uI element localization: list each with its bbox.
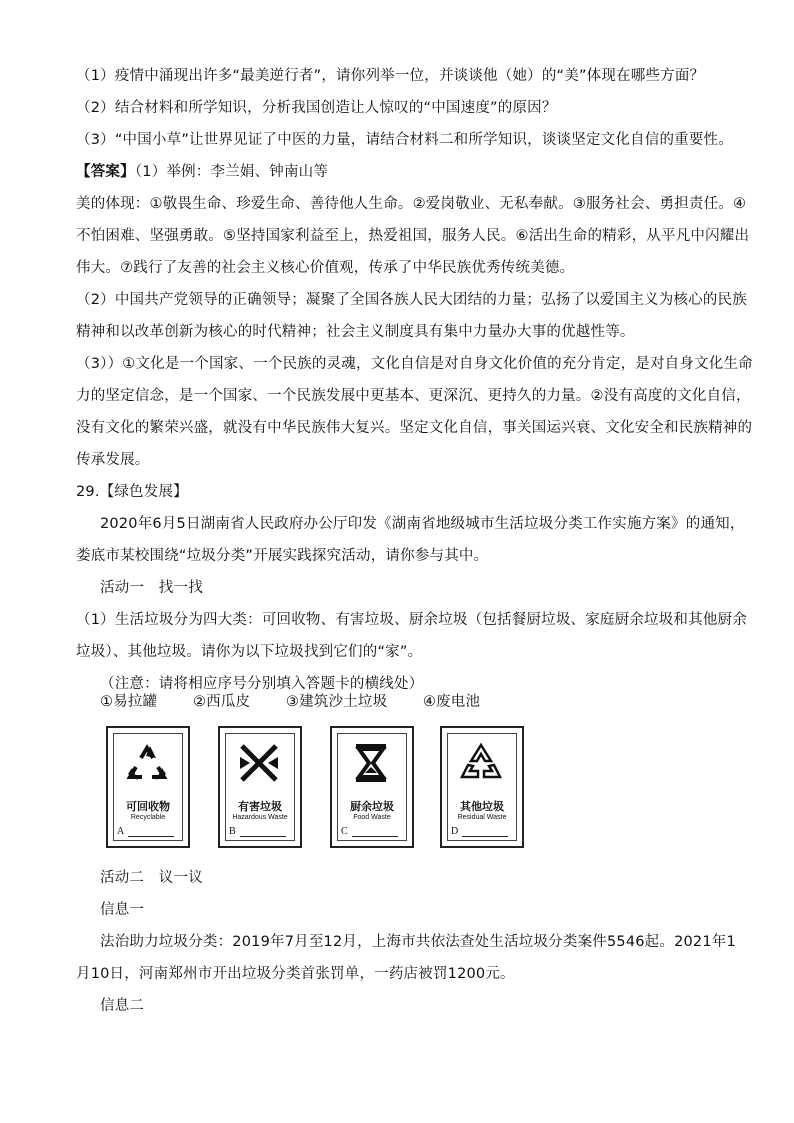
bin-label: 可回收物 [126, 800, 170, 813]
answer-first-line [76, 162, 736, 182]
bin-english-label: Residual Waste [457, 814, 507, 821]
answer-blank [128, 836, 174, 837]
bin-recyclable [106, 726, 190, 848]
answer-3-line: （3））①文化是一个国家、一个民族的灵魂，文化自信是对自身文化价值的充分肯定，是对自身文化生命 [76, 356, 753, 372]
answer-2-line: （2）中国共产党领导的正确领导；凝聚了全国各族人民大团结的力量；弘扬了以爱国主义为核心的民族 [76, 292, 747, 308]
hazard-cross-icon [236, 740, 282, 786]
info-1-line: 法治助力垃圾分类：2019年7月至12月，上海市共依法查处生活垃圾分类案件5546起。2021年1 [100, 934, 736, 950]
activity-1-heading: 活动一 找一找 [100, 580, 203, 596]
answer-blank [352, 836, 398, 837]
activity-1-question-line: （1）生活垃圾分为四大类：可回收物、有害垃圾、厨余垃圾（包括餐厨垃圾、家庭厨余垃圾和其他厨余 [76, 612, 747, 628]
item-construction-waste: ③建筑沙土垃圾 [285, 694, 388, 710]
items-row [100, 692, 500, 712]
bin-english-label: Food Waste [353, 814, 391, 821]
q29-intro-line: 娄底市某校围绕“垃圾分类”开展实践探究活动，请你参与其中。 [76, 548, 489, 564]
item-can: ①易拉罐 [100, 694, 158, 710]
info-1-title: 信息一 [100, 902, 145, 918]
bin-hazardous [218, 726, 302, 848]
bin-letter: A [117, 826, 125, 837]
bin-label: 有害垃圾 [238, 800, 282, 813]
info-1-line: 月10日，河南郑州市开出垃圾分类首张罚单，一药店被罚1200元。 [76, 966, 515, 982]
q29-intro-line: 2020年6月5日湖南省人民政府办公厅印发《湖南省地级城市生活垃圾分类工作实施方案》的通知， [100, 516, 745, 532]
answer-3-line: 传承发展。 [76, 452, 150, 468]
answer-1-line: 伟大。⑦践行了友善的社会主义核心价值观，传承了中华民族优秀传统美德。 [76, 260, 575, 276]
waste-bin-signs [106, 726, 526, 852]
bin-residual [440, 726, 524, 848]
answer-tag: 【答案】 [76, 164, 135, 180]
question-29-title: 29.【绿色发展】 [76, 484, 188, 500]
item-watermelon-peel: ②西瓜皮 [192, 694, 251, 710]
question-1: （1）疫情中涌现出许多“最美逆行者”，请你列举一位，并谈谈他（她）的“美”体现在哪些方面？ [76, 68, 705, 84]
recycle-outline-icon [458, 740, 504, 786]
info-2-title: 信息二 [100, 998, 145, 1014]
bin-letter: B [229, 826, 236, 837]
answer-3-line: 没有文化的繁荣兴盛，就没有中华民族伟大复兴。坚定文化自信，事关国运兴衰、文化安全和民族精神的 [76, 420, 753, 436]
hourglass-icon [348, 740, 394, 786]
answer-2-line: 精神和以改革创新为核心的时代精神；社会主义制度具有集中力量办大事的优越性等。 [76, 324, 635, 340]
answer-3-line: 力的坚定信念，是一个国家、一个民族发展中更基本、更深沉、更持久的力量。②没有高度的文化自信， [76, 388, 751, 404]
answer-1-line: 不怕困难、坚强勇敢。⑤坚持国家利益至上，热爱祖国，服务人民。⑥活出生命的精彩，从平凡中闪耀出 [76, 228, 750, 244]
bin-label: 其他垃圾 [460, 800, 504, 813]
bin-letter: C [341, 826, 348, 837]
answer-1-line: 美的体现：①敬畏生命、珍爱生命、善待他人生命。②爱岗敬业、无私奉献。③服务社会、勇担责任。④ [76, 196, 747, 212]
answer-1-example: （1）举例：李兰娟、钟南山等 [134, 164, 329, 180]
bin-food [330, 726, 414, 848]
bin-letter: D [451, 826, 459, 837]
answer-blank [240, 836, 286, 837]
activity-1-question-line: 垃圾）、其他垃圾。请你为以下垃圾找到它们的“家”。 [76, 644, 423, 660]
question-3: （3）“中国小草”让世界见证了中医的力量，请结合材料二和所学知识，谈谈坚定文化自信的重要性。 [76, 132, 733, 148]
bin-english-label: Hazardous Waste [232, 814, 288, 821]
item-battery: ④废电池 [422, 694, 481, 710]
bin-english-label: Recyclable [130, 814, 166, 821]
recycle-icon [124, 740, 170, 786]
note: （注意：请将相应序号分别填入答题卡的横线处） [100, 676, 424, 692]
activity-2-heading: 活动二 议一议 [100, 870, 203, 886]
bin-label: 厨余垃圾 [350, 800, 394, 813]
question-2: （2）结合材料和所学知识，分析我国创造让人惊叹的“中国速度”的原因？ [76, 100, 557, 116]
answer-blank [462, 836, 508, 837]
